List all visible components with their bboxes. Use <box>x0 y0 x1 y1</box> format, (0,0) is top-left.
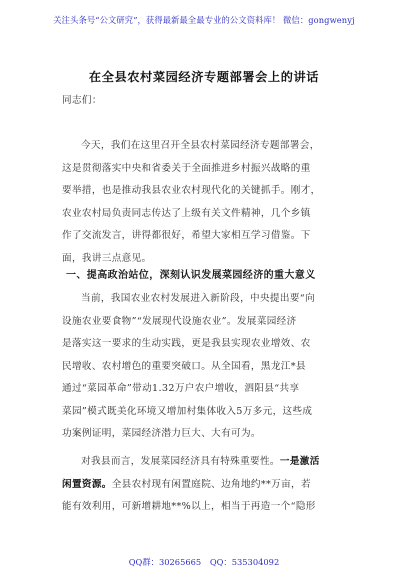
paragraph-line: 要举措，也是推动我县农业农村现代化的关键抓手。刚才， <box>62 185 321 196</box>
paragraph-line: 菜园”模式既美化环境又增加村集体收入5万多元，这些成 <box>62 405 313 417</box>
paragraph-line: 通过“菜园革命”带动1.32万户农户增收，泗阳县“共享 <box>62 383 300 394</box>
paragraph-importance <box>62 451 362 519</box>
footer-contact: QQ群：30265665 QQ：535304092 <box>128 557 280 567</box>
paragraph-context <box>62 288 362 446</box>
paragraph-line: 当前，我国农业农村发展进入新阶段，中央提出要“向 <box>81 293 315 304</box>
paragraph-line: 功案例证明，菜园经济潜力巨大、大有可为。 <box>62 428 261 439</box>
paragraph-line: 这是贯彻落实中央和省委关于全面推进乡村振兴战略的重 <box>62 162 311 174</box>
paragraph-line: 能有效利用，可新增耕地**%以上，相当于再造一个“隐形 <box>62 501 316 512</box>
section-heading-1: 一、提高政治站位，深刻认识发展菜园经济的重大意义 <box>66 270 316 281</box>
paragraph-line <box>62 474 362 497</box>
paragraph-line: 今天，我们在这里召开全县农村菜园经济专题部署会， <box>81 140 320 151</box>
salutation <box>62 90 362 113</box>
salutation-text: 同志们： <box>62 95 102 106</box>
paragraph-line: 作了交流发言，讲得都很好，希望大家相互学习借鉴。下 <box>62 230 311 241</box>
bold-point: 闲置资源。 <box>62 478 112 490</box>
paragraph-intro <box>62 135 362 270</box>
bold-point: 一是激活 <box>279 456 320 467</box>
paragraph-text: 对我县而言，发展菜园经济具有特殊重要性。 <box>81 456 280 467</box>
paragraph-line: 是落实这一要求的生动实践，更是我县实现农业增效、农 <box>62 338 311 349</box>
paragraph-text: 全县农村现有闲置庭院、边角地约**万亩，若 <box>111 478 311 490</box>
paragraph-line: 面，我讲三点意见。 <box>62 252 152 264</box>
header-banner: 关注头条号“公文研究”，获得最新最全最专业的公文资料库！ 微信：gongwenyj <box>53 15 355 25</box>
paragraph-line: 农业农村局负责同志传达了上级有关文件精神，几个乡镇 <box>62 207 311 219</box>
paragraph-line <box>62 451 362 474</box>
paragraph-line: 民增收、农村增色的重要突破口。从全国看，黑龙江*县 <box>62 360 306 372</box>
paragraph-line: 设施农业要食物”“发展现代设施农业”。发展菜园经济 <box>62 315 297 327</box>
document-title: 在全县农村菜园经济专题部署会上的讲话 <box>88 70 320 84</box>
